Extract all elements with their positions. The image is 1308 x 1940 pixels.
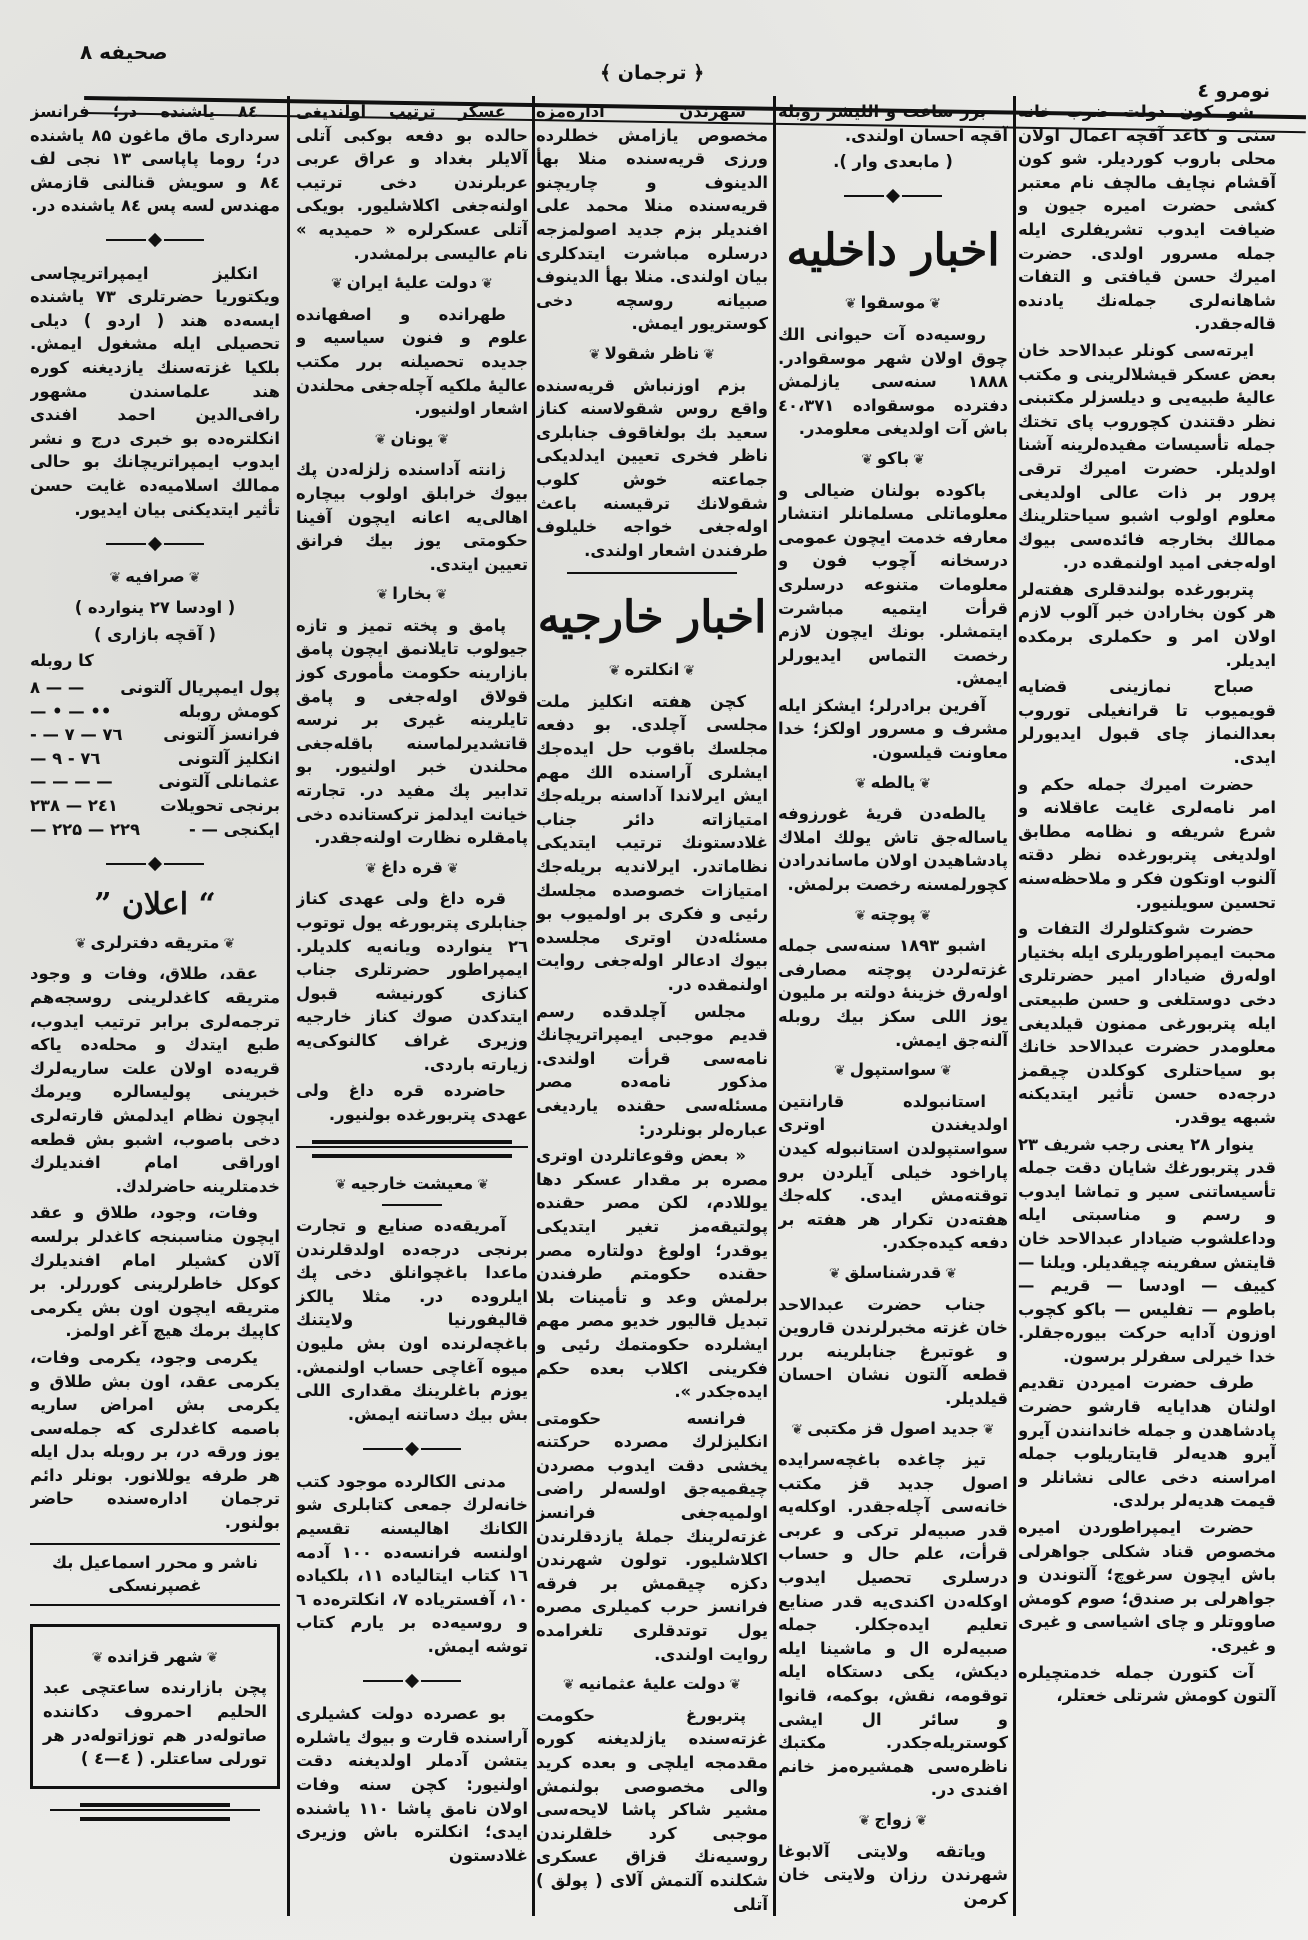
subheading: ❦قره داغ❦ xyxy=(365,857,459,877)
ornament-icon: ❦ xyxy=(854,775,867,792)
column-divider xyxy=(1013,96,1016,1916)
ornament-icon: ❦ xyxy=(919,907,932,924)
paragraph: طهرانده و اصفهانده علوم و فنون سیاسیه و جدیده تحصیلنه برر مکتب عالیهٔ ملکیه آچله‌جغی محلندن اشعار اولنیور. xyxy=(296,304,528,419)
ornament-icon: ❦ xyxy=(188,569,201,586)
ornament-icon: ❦ xyxy=(919,775,932,792)
ad-text: پچن بازارنده ساعتچی عبد الحلیم احمروف دکاننده صاتوله‌در هم توزاتوله‌در هر تورلی ساعتلر. ( ٤—٤ ) xyxy=(43,1678,267,1769)
separator-ornament xyxy=(778,184,1008,208)
subheading-exchange: ❦صرافیه❦ xyxy=(109,566,201,586)
column-3 xyxy=(536,100,768,1915)
paragraph: فرانسه حکومتی انکلیزلرك مصرده حرکتنه یخشی دقت ایدوب مصردن چیقمیه‌جق اولسه‌لر راضی اولمیه‌جغی فرانسز غزته‌لرینك جملهٔ یازدقلرندن اکلاشلیور. تولون شهرندن دکزه چیقمش بر فرقه فرانسز حرب کمیلری مصره یول توتدقلری تلغرامده روایت اولندی. xyxy=(536,1408,768,1664)
publisher-credit: ناشر و محرر اسماعیل بك غصپرنسکی xyxy=(30,1543,280,1606)
ornament-icon: ❦ xyxy=(913,451,925,468)
section-title-domestic-news: اخبار داخلیه xyxy=(786,225,1000,277)
separator-line xyxy=(382,1204,442,1206)
paragraph: استانبولده قارانتین اولدیغندن اوتری سواستپولدن استانبوله کیدن پاراخود خیلی آیلردن برو توقته‌مش ایدی. کله‌جك هفته‌دن تکرار هر هفته بر دفعه کیده‌جکدر. xyxy=(778,1091,1008,1253)
subheading: ❦دولت علیهٔ عثمانیه❦ xyxy=(562,1674,742,1694)
paragraph: شهرندن اداره‌مزه مخصوص یازامش خطلرده ورزی قریه‌سنده منلا بهأ الدینوف و چاریچنو قریه‌سنده منلا محمد علی افندیلر بزم جدید اصولمزجه درسلره مباشرت ایتدکلری بیان اولندی. منلا بهأ الدینوف صبیانه روسچه دخی کوستریور ایمش. xyxy=(536,102,768,334)
exchange-market: ( آقچه بازاری ) xyxy=(93,624,217,644)
newspaper-title: ﴿ ترجمان ﴾ xyxy=(600,62,705,84)
paragraph: مجلس آچلدقده رسم قدیم موجبی ایمپراتریچانك نامه‌سی قرأت اولندی. مذکور نامه‌ده مصر مسئله‌سی حقنده یاردیغی عباره‌لر بونلردر: xyxy=(536,1001,768,1139)
ornament-icon: ❦ xyxy=(861,451,873,468)
ornament-icon: ❦ xyxy=(940,1063,953,1080)
paragraph: صباح نمازینی قضایه قویمیوب تا قرانغیلی توروب بعدالنماز چای قبول ایدیورلر ایدی. xyxy=(1018,677,1276,768)
subheading: ❦شهر قزانده❦ xyxy=(91,1646,219,1666)
column-5 xyxy=(1018,100,1276,1915)
separator-ornament xyxy=(296,1669,528,1693)
paragraph: « بعض وقوعاتلردن اوتری مصره بر مقدار عسکر دها یوللادم، لکن مصر حقنده پولتیقه‌مز تغیر ایتدیکی یوقدر؛ اولوغ دولتاره مصر حقنده حکومتم طرفندن برلمش وعد و تأمینات بلا تبدیل قالیور خدیو مصر مهم ایشلرده حکومتمك رئیی و فکرینی اکلاب بعده حکم ایده‌جکدر ». xyxy=(536,1146,768,1402)
ornament-icon: ❦ xyxy=(854,907,867,924)
subheading: ❦متریقه دفترلری❦ xyxy=(74,932,236,952)
subheading: ❦معیشت خارجیه❦ xyxy=(335,1174,489,1194)
column-4 xyxy=(778,100,1008,1915)
ornament-icon: ❦ xyxy=(435,587,448,604)
paragraph: انکلیز ایمپراتریچاسی ویکتوریا حضرتلری ۷۳ یاشنده ایسه‌ده هند ( اردو ) دیلی تحصیلی ایله مشغول ایمش. بلکیا غزته‌سنك یازدیغنه کوره هند علماسندن مشهور رافی‌الدین احمد افندی انکلتره‌ده بو خبری درج و نشر ایدوب ایمپراتریچانك بو حالی ممالك اسلامیه‌ده غایت حسن تأثیر ایتدیکنی بیان ایدیور. xyxy=(30,263,280,519)
ornament-icon: ❦ xyxy=(223,935,236,952)
price-row: پول ایمپریال آلتونی — — ۸ xyxy=(30,678,280,698)
price-row: انکلیز آلتونی ۷٦ - ۹ — xyxy=(30,748,280,768)
ornament-icon: ❦ xyxy=(945,1265,958,1282)
paragraph: برر ساعت و اللیشر روبله آقچه احسان اولندی. xyxy=(778,102,1008,145)
paragraph: حاضرده قره داغ ولی عهدی پتربورغده بولنیور. xyxy=(296,1081,528,1124)
paragraph: پامق و پخته تمیز و تازه جیولوب تایلانمق ایچون پامق بازارینه حکومت مأموری کوز قولاق اوله‌جغی و پامق تایلرینه غیری بر نرسه قاتشدیرلماسنه باقله‌جغی محلندن خبر اولنیور. بو تدابیر پك مفید در. تجارته خیانت ایدلمز ترکستانده دخی پامقلره نظارت اولنه‌جقدر. xyxy=(296,615,528,848)
paragraph: وفات، وجود، طلاق و عقد ایچون مناسبنجه کاغدلر برلسه آلان کشیلر امام افندیلرك کوکل خاطرلرینی کوررلر. بر متریقه ایچون اون بش یکرمی کاپیك برمك هیچ آغر اولمز. xyxy=(30,1203,280,1341)
ornament-icon: ❦ xyxy=(729,1677,742,1694)
column-divider xyxy=(287,96,290,1916)
ornament-icon: ❦ xyxy=(915,1813,928,1829)
subheading: ❦یالطه❦ xyxy=(854,772,932,792)
ornament-icon: ❦ xyxy=(376,587,389,604)
ornament-icon: ❦ xyxy=(331,276,343,293)
continued-note: ( مابعدی وار ). xyxy=(833,152,953,172)
separator-double-rule xyxy=(80,1803,230,1821)
subheading: ❦انکلتره❦ xyxy=(608,660,696,680)
ornament-icon: ❦ xyxy=(477,1177,489,1194)
subheading: ❦سواستپول❦ xyxy=(833,1060,953,1080)
separator-ornament xyxy=(30,531,280,555)
price-row: برنجی تحویلات ۲٤۱ — ۲۳۸ xyxy=(30,796,280,816)
column-1 xyxy=(30,100,280,1915)
price-row: ایکنجی — - ۲۲۹ — ۲۲۵ — xyxy=(30,819,280,839)
price-row: فرانسز آلتونی ۷٦ — ۷ — - xyxy=(30,725,280,745)
paragraph: شو کون دولت ضرب خانه سنی و کاغد آقچه اعمال اولان محلی باروب کوردیلر. شو کون آقشام نچایف مالچف نام معتبر کشی حضرت امیره جیون و ضیافت ایدوب تشریفلری ایله جمله مسرور اولدی. حضرت امیرك حسن قیافتی و التفات شاهانه‌لری جمله‌نك یادنده قاله‌جقدر. xyxy=(1018,102,1276,334)
paragraph: روسیه‌ده آت حیوانی الك چوق اولان شهر موسقوادر. ۱۸۸۸ سنه‌سی یازلمش دفترده موسقواده ٤٠،۳۷۱ باش آت اولدیغی معلومدر. xyxy=(778,324,1008,439)
subheading: ❦موسقوا❦ xyxy=(844,293,942,313)
price-row: کومش روبله •• — • — xyxy=(30,701,280,721)
column-divider xyxy=(532,96,535,1916)
paragraph: ینوار ۲۸ یعنی رجب شریف ۲۳ قدر پتربورغك شایان دقت جمله تأسیساتنی سیر و تماشا ایدوب و رسم و مناسبتی ایله وداعلشوب ضیادار عبدالاحد خان قایتش سفرینه چیقدیلر. ویلنا — کییف — اودسا — قریم — باطوم — تفلیس — باکو کچوب اوزون آدایه حرکت بیوره‌جقلر. خدا خیرلی سفرلر برسون. xyxy=(1018,1134,1276,1366)
ornament-icon: ❦ xyxy=(791,1421,804,1438)
section-title-foreign-news: اخبار خارجیه xyxy=(537,592,767,644)
paragraph: ۸٤ یاشنده در؛ فرانسز سرداری ماق ماغون ۸۵ یاشنده در؛ روما پاپاسی ۱۳ نجی لف ۸٤ و سویش قنالنی قازمش مهندس لسه پس ۸٤ یاشنده در. xyxy=(30,102,280,216)
paragraph: بو عصرده دولت کشیلری آراسنده قارت و بیوك یاشلره یتشن آدملر اولدیغنه دقت اولنیور: کچن سنه وفات اولان نامق پاشا ۱۱۰ یاشنده ایدی؛ انکلتره باش وزیری غلادستون xyxy=(296,1704,528,1865)
paragraph: زانته آداسنده زلزله‌دن پك بیوك خرابلق اولوب بیچاره اهالی‌یه اعانه ایچون آفینا حکومتی یوز بیك فرانق تعیین ایتدی. xyxy=(296,460,528,574)
paragraph: بزم اوزنباش قریه‌سنده واقع روس شقولاسنه کناز سعید بك بولغاقوف جنابلری ناظر فخری تعیین ایدلدیکی جماعته خوش کلوب شقولانك ترقیسنه باعث اوله‌جغی خواجه خلیلوف طرفندن اشعار اولندی. xyxy=(536,375,768,560)
paragraph: آفرین برادرلر؛ ایشکز ایله مشرف و مسرور اولکز؛ خدا معاونت قیلسون. xyxy=(778,695,1008,763)
separator-ornament xyxy=(296,1436,528,1460)
paragraph: باکوده بولنان ضیالی و معلوماتلی مسلمانلر انتشار معارفه خدمت ایچون عمومی درسخانه آچوب فون و معلومات متنوعه درسلری قرأت ایتمیه مباشرت ایتمشلر. بونك ایچون لازم رخصت التماس ایدیورلر ایمش. xyxy=(778,480,1008,689)
paragraph: ویاتقه ولایتی آلابوغا شهرندن رزان ولایتی خان کرمن xyxy=(778,1841,1008,1908)
paragraph: یکرمی وجود، یکرمی وفات، یکرمی عقد، اون بش طلاق و یکرمی بش امراض ساریه باصمه کاغدلری که جمله‌سی یوز ورقه در، بر روبله بدل ایله هر طرفه یوللانور. بونلر دائم ترجمان اداره‌سنده حاضر بولنور. xyxy=(30,1347,280,1533)
column-divider xyxy=(773,96,776,1916)
masthead xyxy=(40,30,1270,100)
separator-ornament xyxy=(30,228,280,252)
subheading: ❦جدید اصول قز مکتبی❦ xyxy=(791,1418,995,1438)
paragraph: حضرت ایمپراطوردن امیره مخصوص قناد شکلی جواهرلی باش ایچون سرغوچ؛ آلتوندن و جواهرلی بر صندق؛ صوم کومش صاووتلر و چای اشیاسی و غیری و غیری. xyxy=(1018,1518,1276,1655)
paragraph: پتربورغده بولندقلری هفته‌لر هر کون بخارادن خبر آلوب لازم اولان امر و حکملری برمکده ایدیلر. xyxy=(1018,579,1276,670)
ornament-icon: ❦ xyxy=(91,1649,104,1666)
subheading: ❦دولت علیهٔ ایران❦ xyxy=(331,273,493,293)
paragraph: یالطه‌دن قریهٔ غورزوفه یاساله‌جق تاش یولك املاك پادشاهیدن اولان ماساندرادن کچورلمسنه رخصت برلمش. xyxy=(778,804,1008,895)
ornament-icon: ❦ xyxy=(446,860,459,877)
ornament-icon: ❦ xyxy=(437,431,450,448)
paragraph: ایرته‌سی کونلر عبدالاحد خان بعض عسکر قیشلالرینی و مکتب عالیهٔ طبیه‌یی و دیلسزلر مکتبنی نظر دقتندن کچوروب پای تختك جمله تأسیسات مفیده‌لرینه آشنا اولدیلر. حضرت امیرك ترقی پرور بر ذات عالی اولدیغی معلوم اولوب اشبو سیاحتلرینك ممالك بخارجه فائده‌سی بیوك اوله‌جغی امید اولنمقده در. xyxy=(1018,340,1276,573)
ornament-icon: ❦ xyxy=(982,1421,995,1438)
subheading: ❦قدرشناسلق❦ xyxy=(828,1262,958,1282)
ornament-icon: ❦ xyxy=(858,1813,871,1829)
paragraph: عسکر ترتیب اولندیغی حالده بو دفعه بوکبی آتلی آلایلر بغداد و عراق عربی عربلرندن دخی ترتیب اولنه‌جغی اکلاشلیور. بویکی آتلی عسکرلره « حمیدیه » نام عالیسی برلمشدر. xyxy=(296,102,528,263)
ornament-icon: ❦ xyxy=(109,569,122,586)
paragraph: تیز چاغده باغچه‌سرایده اصول جدید قز مکتب خانه‌سی آچله‌جقدر. اوکله‌یه قدر صبیه‌لر ترکی و عربی قرأت، علم حال و حساب درسلری تحصیل ایدوب اوکله‌دن اکندی‌یه قدر صنایع تعلیم ایده‌جکلر. جمله صبیه‌لره ال و ماشینا ایله دیکش، یکی دستکاه ایله توقومه، نقش، بوکمه، قانوا و سائر ال ایشی کوستریله‌جکدر. مکتبك ناظره‌سی همشیره‌مز خانم افندی در. xyxy=(778,1450,1008,1800)
subheading: ❦ناظر شقولا❦ xyxy=(588,343,716,363)
exchange-unit: کا روبله xyxy=(30,651,94,671)
ornament-icon: ❦ xyxy=(683,663,696,680)
paragraph: اشبو ۱۸۹۳ سنه‌سی جمله غزته‌لردن پوچته مصارفی اوله‌رق خزینهٔ دولته بر ملیون یوز اللی سکز بیك روبله آلنه‌جق ایمش. xyxy=(778,936,1008,1050)
separator-line xyxy=(567,572,737,574)
ornament-icon: ❦ xyxy=(481,276,493,293)
paragraph: حضرت امیرك جمله حکم و امر نامه‌لری غایت عاقلانه و شرع شریفه و نظامه مطابق اولدیغی پتربورغده نظر دقته آلنوب اوتکون فکر و ملاحظه‌سنه تحسین سویلنیور. xyxy=(1018,774,1276,912)
advertisement-box xyxy=(30,1624,280,1789)
ornament-icon: ❦ xyxy=(588,346,601,363)
paragraph: عقد، طلاق، وفات و وجود متریقه کاغدلرینی روسجه‌هم ترجمه‌لری برابر ترتیب ایدوب، طبع ایتدك و محله‌ده یاکه قریه‌ده اولان علت ساریه‌لرك خبرینی پولیسالره ویرمك ایچون نظام ایدلمش قارته‌لری دخی باصوب، اشبو بش قطعه اوراقی امام افندیلرك خدمتلرینه حاضرلدك. xyxy=(30,964,280,1196)
separator-ornament xyxy=(30,851,280,875)
subheading: ❦یونان❦ xyxy=(374,428,450,448)
subheading: ❦زواج❦ xyxy=(858,1810,928,1829)
ornament-icon: ❦ xyxy=(844,296,857,313)
price-row: عثمانلی آلتونی — — — — xyxy=(30,772,280,792)
separator-double-rule xyxy=(312,1140,512,1158)
subheading: ❦باکو❦ xyxy=(861,448,925,468)
ornament-icon: ❦ xyxy=(833,1063,846,1080)
paragraph: جناب حضرت عبدالاحد خان غزته مخبرلرندن قاروین و غوتبرغ جنابلرینه برر قطعه آلتون نشان احسان قیلدیلر. xyxy=(778,1294,1008,1408)
ornament-icon: ❦ xyxy=(929,296,942,313)
ornament-icon: ❦ xyxy=(335,1177,347,1194)
issue-number: نومرو ٤ xyxy=(1197,80,1270,102)
column-2 xyxy=(296,100,528,1915)
ornament-icon: ❦ xyxy=(562,1677,575,1694)
subheading: ❦بخارا❦ xyxy=(376,584,448,604)
paragraph: آت کتورن جمله خدمتچیلره آلتون کومش شرتلی خعتلر، xyxy=(1018,1662,1276,1706)
exchange-date: ( اودسا ۲۷ ینوارده ) xyxy=(74,598,236,618)
ads-title: “ اعلان ” xyxy=(94,886,216,922)
paragraph: حضرت شوکتلولرك التفات و محبت ایمپراطوریلری ایله بختیار اوله‌رق ضیادار امیر حضرتلری دخی دوستلغی و حسن طبیعتی ایله پتربورغی ممنون قیلدیغی معلومدر حضرت عبدالاحد خانك بو سیاحتلری کوکلدن چیقمز درجه‌ده حسن تأثیر ایتدیکنه شبهه یوقدر. xyxy=(1018,919,1276,1127)
ornament-icon: ❦ xyxy=(828,1265,841,1282)
ornament-icon: ❦ xyxy=(703,346,716,363)
paragraph: کچن هفته انکلیز ملت مجلسی آچلدی. بو دفعه مجلسك باقوب حل ایده‌جك ایشلری آراسنده الك مهم ایش ایرلاندا آداسنه بریله‌جك امتیازاته دائر جناب غلادستونك ترتیب ایتدیکی نظاماتدر. ایرلاندیه بریله‌جك امتیازات خصوصده مجلسك رئیی و فکری بر اولمیوب بو مسئله‌دن اوتری مجلسده بیوك ادعالر اوله‌جغی روایت اولنمقده در. xyxy=(536,691,768,994)
subheading: ❦پوچته❦ xyxy=(854,904,932,924)
paragraph: آمریقه‌ده صنایع و تجارت برنجی درجه‌ده اولدقلرندن ماعدا باغچوانلق دخی پك ایلروده در. مثلا یالکز قالیفورنیا ولایتنك باغچه‌لرنده اون بش ملیون میوه آغاچی حساب اولنمش. یوزم باغلرینك مقداری اللی بش بیك دساتنه ایمش. xyxy=(296,1215,528,1424)
paragraph: قره داغ ولی عهدی کناز جنابلری پتربورغه یول توتوب ۲٦ ینوارده ویانه‌یه کلدیلر. ایمپراطور حضرتلری جناب کنازی کورنیشه قبول ایتدکدن صوك کناز خارجیه وزیری غراف کالنوکی‌یه زیارته باردی. xyxy=(296,889,528,1074)
ornament-icon: ❦ xyxy=(206,1649,219,1666)
ornament-icon: ❦ xyxy=(608,663,621,680)
paragraph: طرف حضرت امیردن تقدیم اولنان هدایایه قارشو حضرت پادشاهدن و جمله خاندانندن آیرو آیرو هدیه‌لر قایتاریلوب جمله امراسنه دخی عالی نشانلر و قیمت هدیه‌لر برلدی. xyxy=(1018,1373,1276,1511)
page-number: صحیفه ۸ xyxy=(80,40,168,64)
paragraph: مدنی الکالرده موجود کتب خانه‌لرك جمعی کتابلری شو الکانك اهالیسنه تقسیم اولنسه فرانسه‌ده ۱۰۰ آدمه ۱٦ کتاب ایتالیاده ۱۱، بلکیاده ۱۰، آفستریاده ۷، انکلتره‌ده ٦ و روسیه‌ده بر یارم کتاب توشه ایمش. xyxy=(296,1471,528,1657)
price-list xyxy=(30,676,280,841)
ornament-icon: ❦ xyxy=(74,935,87,952)
ornament-icon: ❦ xyxy=(365,860,378,877)
paragraph: پتربورغ حکومت غزته‌سنده یازلدیغنه کوره مقدمجه ایلچی و بعده کرید والی مخصوصی بولنمش مشیر شاکر پاشا لایحه‌سی موجبی کرد خلقلرندن روسیه‌نك قزاق عسکری شکلنده آلتمش آلای ( پولق ) آتلی xyxy=(536,1705,768,1914)
ornament-icon: ❦ xyxy=(374,431,387,448)
